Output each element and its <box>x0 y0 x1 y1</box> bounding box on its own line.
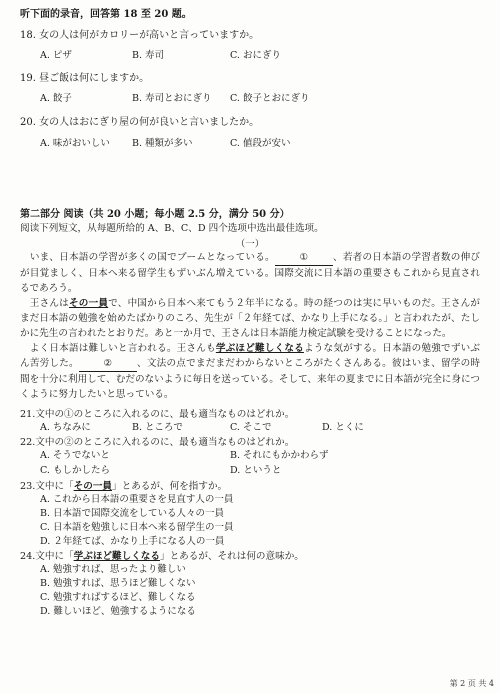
question-number: 18. <box>20 30 36 41</box>
passage-text: で、中国から日本へ来てもう２年半になる。時の経つのは実に早いものだ。王さんがまだ日本語の勉強を始めたばかりのころ、先生が「２年経てば、かなり上手になる。」と言われたが、たしかに先生の言われたとおりだ。あと一か月で、王さんは日本語能力検定試験を受けることになった。 <box>20 298 481 339</box>
option-21a: A. ちなみに <box>40 422 91 433</box>
underlined-phrase: その一員 <box>73 481 113 492</box>
question-text: 女の人はおにぎり屋の何が良いと言いましたか。 <box>39 117 260 128</box>
option-19a: A. 餃子 <box>40 93 72 104</box>
question-21 <box>20 408 294 421</box>
option-21b: B. ところで <box>132 422 183 433</box>
option-23d: D. ２年経てば、かなり上手になる人の一員 <box>40 536 225 547</box>
passage-paragraph-2 <box>20 296 480 341</box>
option-22c: C. もしかしたら <box>40 465 110 476</box>
option-24d: D. 難しいほど、勉強するようになる <box>40 606 196 617</box>
option-22b: B. それにもかかわらず <box>230 450 329 461</box>
question-text: 文中の②のところに入れるのに、最も適当なものはどれか。 <box>35 437 295 448</box>
blank-1: ① <box>275 250 333 266</box>
passage-paragraph-3 <box>20 341 480 402</box>
option-24b: B. 勉強すれば、思うほど難しくない <box>40 578 196 589</box>
section2-instruction: 阅读下列短文，从每题所给的 A、B、C、D 四个选项中选出最佳选项。 <box>20 223 324 234</box>
option-23b: B. 日本語で国際交流をしている人々の一員 <box>40 508 225 519</box>
question-24 <box>20 550 304 563</box>
option-18a: A. ピザ <box>40 50 72 61</box>
section2-title: 第二部分 阅读（共 20 小题；每小题 2.5 分，满分 50 分） <box>20 209 290 220</box>
passage-paragraph-1 <box>20 250 480 296</box>
option-22a: A. そうでないと <box>40 450 110 461</box>
option-22d: D. というと <box>230 465 282 476</box>
option-23c: C. 日本語を勉強しに日本へ来る留学生の一員 <box>40 522 234 533</box>
listening-intro: 听下面的录音，回答第 18 至 20 题。 <box>20 9 192 20</box>
underlined-phrase: その一員 <box>68 298 109 309</box>
page-footer: 第 2 页 共 4 <box>449 679 494 688</box>
option-23a: A. これから日本語の重要さを見直す人の一員 <box>40 494 234 505</box>
option-20c: C. 値段が安い <box>230 138 291 149</box>
question-23 <box>20 480 227 493</box>
question-text: 文中の①のところに入れるのに、最も適当なものはどれか。 <box>35 409 295 420</box>
option-18c: C. おにぎり <box>230 50 281 61</box>
question-19 <box>20 72 149 85</box>
question-22 <box>20 436 294 449</box>
reading-passage <box>20 250 480 402</box>
option-19c: C. 餃子とおにぎり <box>230 93 310 104</box>
question-text: 文中に「 <box>35 481 74 492</box>
underlined-phrase: 学ぶほど難しくなる <box>73 551 160 562</box>
question-text: 昼ご飯は何にしますか。 <box>39 73 150 84</box>
passage-text: いま、日本語の学習が多くの国でブームとなっている。 <box>29 252 275 263</box>
underlined-phrase: 学ぶほど難しくなる <box>215 343 304 354</box>
option-18b: B. 寿司 <box>132 50 165 61</box>
option-20a: A. 味がおいしい <box>40 138 110 149</box>
question-number: 20. <box>20 117 36 128</box>
blank-2: ② <box>79 356 137 372</box>
option-24c: C. 勉強すればするほど、難しくなる <box>40 592 196 603</box>
passage-text: ような気がする。日本語の勉強でずいぶん苦労した。 <box>20 343 481 369</box>
question-text: 」とあるが、それは何の意味か。 <box>159 551 304 562</box>
passage-text: 王さんは <box>29 298 69 309</box>
question-18 <box>20 29 259 42</box>
question-20 <box>20 116 259 129</box>
option-20b: B. 種類が多い <box>132 138 193 149</box>
question-text: 」とあるが、何を指すか。 <box>112 481 228 492</box>
option-21c: C. そこで <box>230 422 272 433</box>
question-number: 22. <box>20 437 36 448</box>
question-number: 19. <box>20 73 36 84</box>
passage-text: 、若者の日本語の学習者数の伸びが目覚ましく、日本へ来る留学生もずいぶん増えている。国際交流に日本語の重要さもこれから見直されるであろう。 <box>20 252 481 294</box>
question-number: 24. <box>20 551 36 562</box>
passage-marker: （一） <box>235 239 265 250</box>
passage-text: よく日本語は難しいと言われる。王さんも <box>29 343 216 354</box>
question-text: 文中に「 <box>35 551 74 562</box>
option-24a: A. 勉強すれば、思ったより難しい <box>40 564 186 575</box>
question-number: 21. <box>20 409 36 420</box>
option-19b: B. 寿司とおにぎり <box>132 93 212 104</box>
option-21d: D. とくに <box>322 422 364 433</box>
passage-text: 、文法の点でまだまだわからないところがたくさんある。彼はいま、留学の時間を十分に利用して、むだのないように毎日を送っている。そして、来年の夏までに日本語が完全に身につくように努力したいと思っている。 <box>20 358 481 400</box>
question-number: 23. <box>20 481 36 492</box>
question-text: 女の人は何がカロリーが高いと言っていますか。 <box>39 30 260 41</box>
